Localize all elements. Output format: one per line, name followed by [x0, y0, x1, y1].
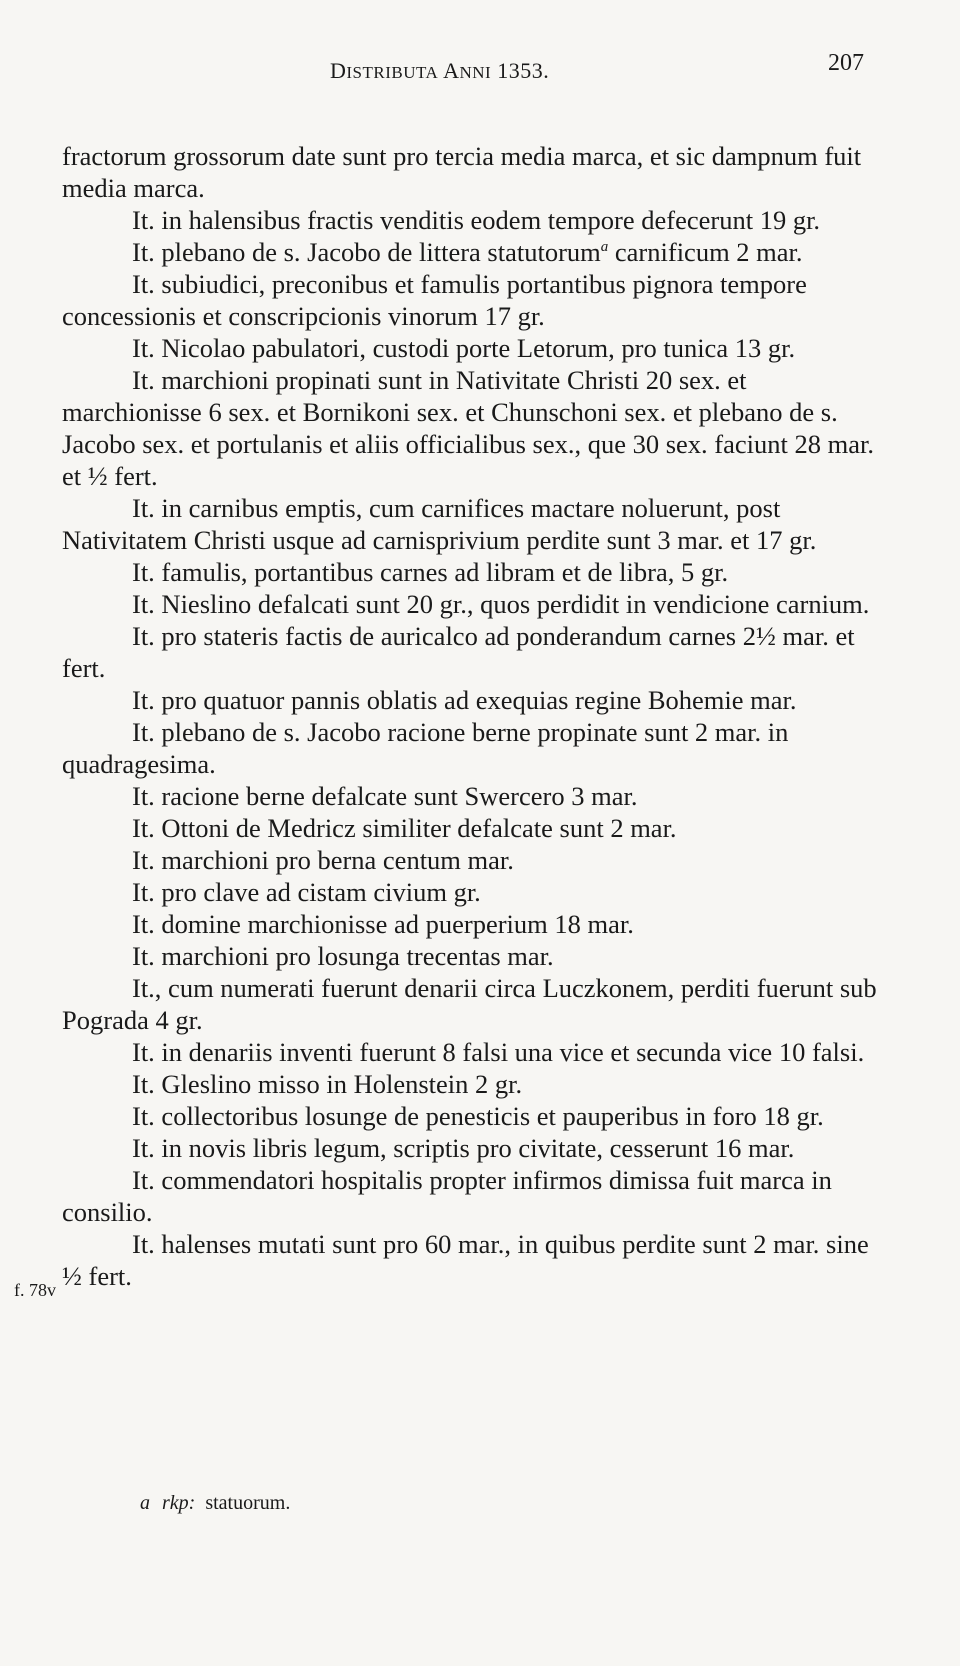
paragraph: It., cum numerati fuerunt denarii circa Luczkonem, perditi fuerunt sub Pograda 4 gr. [62, 973, 877, 1035]
paragraph: It. racione berne defalcate sunt Swercero 3 mar. [132, 781, 638, 811]
page-number: 207 [828, 50, 864, 76]
paragraph: It. commendatori hospitalis propter infirmos dimissa fuit marca in consilio. [62, 1165, 832, 1227]
running-head-word2: NNI [459, 63, 492, 82]
paragraph: It. in novis libris legum, scriptis pro civitate, cesserunt 16 mar. [132, 1133, 795, 1163]
paragraph: It. pro quatuor pannis oblatis ad exequias regine Bohemie mar. [132, 685, 797, 715]
running-head-year: 1353. [497, 58, 550, 83]
paragraph: It. Gleslino misso in Holenstein 2 gr. [132, 1069, 523, 1099]
paragraph: It. Ottoni de Medricz similiter defalcate sunt 2 mar. [132, 813, 677, 843]
paragraph: It. in carnibus emptis, cum carnifices mactare noluerunt, post Nativitatem Christi usque ad carnisprivium perdite sunt 3 mar. et 17 gr. [62, 493, 817, 555]
paragraph-text: It. plebano de s. Jacobo de littera statutorum [132, 237, 601, 267]
running-head-initial-2: A [443, 58, 460, 83]
paragraph: It. halenses mutati sunt pro 60 mar., in quibus perdite sunt 2 mar. sine ½ fert. [62, 1229, 869, 1291]
body-text [62, 140, 892, 1292]
paragraph: It. Nicolao pabulatori, custodi porte Letorum, pro tunica 13 gr. [132, 333, 796, 363]
running-head [330, 58, 549, 84]
footnote-text: statuorum. [205, 1492, 291, 1514]
paragraph: It. marchioni pro losunga trecentas mar. [132, 941, 554, 971]
paragraph: It. plebano de s. Jacobo racione berne propinate sunt 2 mar. in quadragesima. [62, 717, 789, 779]
paragraph: It. subiudici, preconibus et famulis portantibus pignora tempore concessionis et conscripcionis vinorum 17 gr. [62, 269, 807, 331]
paragraph [62, 236, 892, 268]
paragraph: It. Nieslino defalcati sunt 20 gr., quos perdidit in vendicione carnium. [132, 589, 870, 619]
folio-margin-note: f. 78v [14, 1280, 56, 1300]
paragraph: fractorum grossorum date sunt pro tercia media marca, et sic dampnum fuit media marca. [62, 141, 862, 203]
paragraph: It. pro clave ad cistam civium gr. [132, 877, 481, 907]
paragraph: It. marchioni pro berna centum mar. [132, 845, 514, 875]
footnote-source: rkp: [162, 1492, 196, 1514]
paragraph: It. collectoribus losunge de penesticis et pauperibus in foro 18 gr. [132, 1101, 824, 1131]
paragraph: It. marchioni propinati sunt in Nativitate Christi 20 sex. et marchionisse 6 sex. et Bornikoni sex. et Chunschoni sex. et plebano de s. Jacobo sex. et portulanis et aliis officialibus sex., que 30 sex. faciunt 28 mar. et ½ fert. [62, 365, 874, 491]
footnote-reference: a [600, 239, 609, 256]
paragraph: It. pro stateris factis de auricalco ad ponderandum carnes 2½ mar. et fert. [62, 621, 855, 683]
footnote-mark: a [140, 1492, 150, 1514]
running-head-word1: ISTRIBUTA [346, 63, 439, 82]
paragraph-text: carnificum 2 mar. [608, 237, 803, 267]
paragraph: It. domine marchionisse ad puerperium 18 mar. [132, 909, 634, 939]
paragraph: It. in denariis inventi fuerunt 8 falsi una vice et secunda vice 10 falsi. [132, 1037, 865, 1067]
running-head-initial: D [330, 58, 347, 83]
footnote [140, 1492, 290, 1515]
paragraph: It. famulis, portantibus carnes ad libram et de libra, 5 gr. [132, 557, 729, 587]
paragraph: It. in halensibus fractis venditis eodem tempore defecerunt 19 gr. [132, 205, 821, 235]
